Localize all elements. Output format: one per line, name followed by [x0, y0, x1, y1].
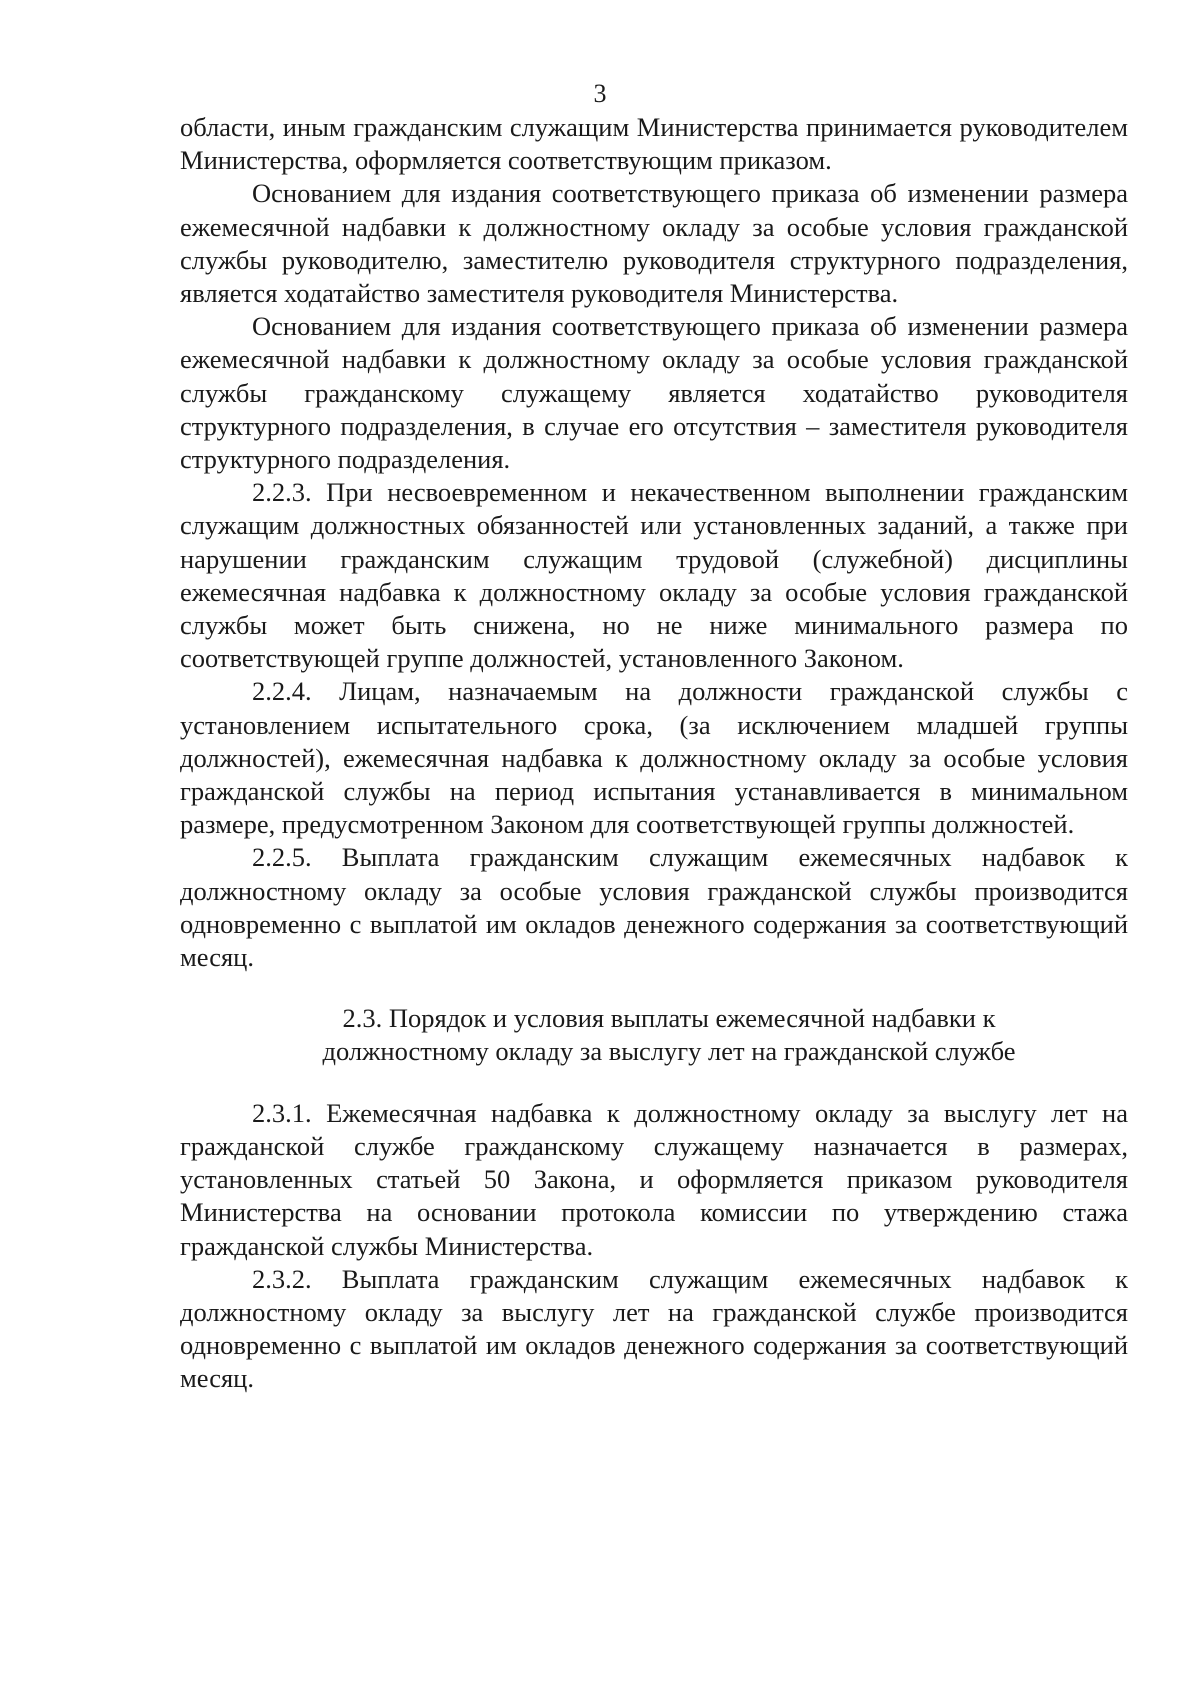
paragraph-2-2-5: 2.2.5. Выплата гражданским служащим ежемесячных надбавок к должностному окладу за особые условия гражданской службы производится одновременно с выплатой им окладов денежного содержания за соответствующий месяц.: [180, 842, 1128, 973]
page-number: 3: [593, 79, 607, 108]
paragraph-2-2-3: 2.2.3. При несвоевременном и некачественном выполнении гражданским служащим должностных обязанностей или установленных заданий, а также при нарушении гражданским служащим трудовой (служебной) дисциплины ежемесячная надбавка к должностному окладу за особые условия гражданской службы может быть снижена, но не ниже минимального размера по соответствующей группе должностей, установленного Законом.: [180, 477, 1128, 674]
document-body: [180, 111, 1128, 1396]
paragraph-basis-employee: Основанием для издания соответствующего приказа об изменении размера ежемесячной надбавки к должностному окладу за особые условия гражданской службы гражданскому служащему является ходатайство руководителя структурного подразделения, в случае его отсутствия – заместителя руководителя структурного подразделения.: [180, 311, 1128, 475]
paragraph-2-3-2: 2.3.2. Выплата гражданским служащим ежемесячных надбавок к должностному окладу за выслугу лет на гражданской службе производится одновременно с выплатой им окладов денежного содержания за соответствующий месяц.: [180, 1263, 1128, 1394]
paragraph-2-2-4: 2.2.4. Лицам, назначаемым на должности гражданской службы с установлением испытательного срока, (за исключением младшей группы должностей), ежемесячная надбавка к должностному окладу за особые условия гражданской службы на период испытания устанавливается в минимальном размере, предусмотренном Законом для соответствующей группы должностей.: [180, 676, 1128, 840]
paragraph-continuation: области, иным гражданским служащим Министерства принимается руководителем Министерства, оформляется соответствующим приказом.: [180, 112, 1128, 176]
paragraph-2-3-1: 2.3.1. Ежемесячная надбавка к должностному окладу за выслугу лет на гражданской службе гражданскому служащему назначается в размерах, установленных статьей 50 Закона, и оформляется приказом руководителя Министерства на основании протокола комиссии по утверждению стажа гражданской службы Министерства.: [180, 1097, 1128, 1261]
paragraph-basis-head: Основанием для издания соответствующего приказа об изменении размера ежемесячной надбавки к должностному окладу за особые условия гражданской службы руководителю, заместителю руководителя структурного подразделения, является ходатайство заместителя руководителя Министерства.: [180, 178, 1128, 309]
section-heading-2-3: 2.3. Порядок и условия выплаты ежемесячной надбавки к должностному окладу за выслугу лет на гражданской службе: [322, 1003, 1016, 1067]
